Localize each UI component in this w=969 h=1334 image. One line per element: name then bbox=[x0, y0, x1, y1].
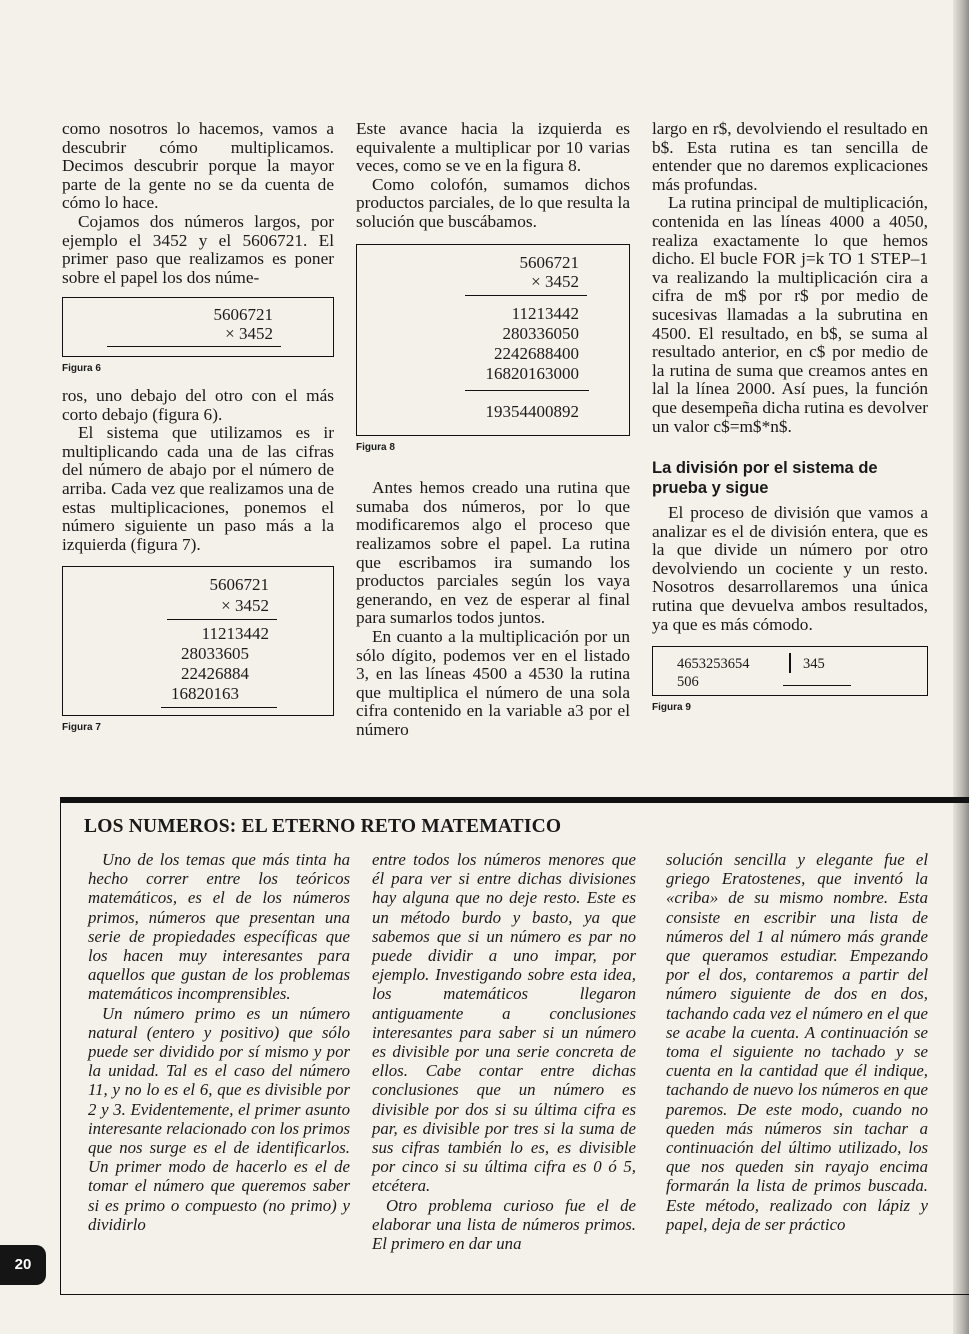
figure-8-multiplier: × 3452 bbox=[531, 271, 579, 291]
figure-9-divisor: 345 bbox=[803, 656, 825, 673]
paragraph: La rutina principal de multiplicación, contenida en las líneas 4000 a 4050, realiza exactamente lo que hemos dicho. El bucle FOR j=k TO 1 STEP–1 va realizando la multiplicación cira a cifra de m$ por r$ por medio de sucesivas llamadas a la subrutina en 4500. El resultado, en b$, se suma al resultado anterior, en c$ por medio de la rutina de suma que creamos antes en lal la línea 2000. Así pues, la función que desempeña dicha rutina es devolver un valor c$=m$*n$. bbox=[652, 193, 928, 436]
figure-8-partial-2: 280336050 bbox=[502, 323, 579, 343]
figure-6-box bbox=[62, 297, 334, 357]
figure-7-box bbox=[62, 566, 334, 716]
figure-7-line-bottom bbox=[161, 707, 277, 708]
figure-7-multiplier: × 3452 bbox=[221, 596, 269, 616]
figure-7-partial-1: 11213442 bbox=[201, 624, 269, 644]
figure-7-line bbox=[167, 619, 277, 620]
figure-8-box bbox=[356, 244, 630, 436]
article-column-1 bbox=[62, 120, 334, 746]
paragraph: En cuanto a la multiplicación por un sólo dígito, podemos ver en el listado 3, en las líneas 4500 a 4530 la rutina que multiplica el número de una sola cifra contenido en la variable a3 por el número bbox=[356, 626, 630, 739]
figure-9-dividend: 4653253654 bbox=[677, 656, 750, 673]
paragraph: Uno de los temas que más tinta ha hecho correr entre los teóricos matemáticos, es el de los números primos, números que presentan una serie de propiedades específicas que los hacen muy interesantes para aquellos que gustan de los problemas matemáticos incomprensibles. bbox=[88, 850, 350, 1004]
figure-9-box bbox=[652, 646, 928, 696]
paragraph: Antes hemos creado una rutina que sumaba dos números, por lo que modificaremos algo el proceso que realizamos sobre el papel. La rutina que escribamos ira sumando los productos parciales según los vaya generando, en vez de esperar al final para sumarlos todos juntos. bbox=[356, 478, 630, 628]
figure-9-line bbox=[783, 685, 851, 686]
figure-7-partial-2: 28033605 bbox=[181, 644, 249, 664]
figure-8-partial-1: 11213442 bbox=[511, 303, 579, 323]
figure-8-line-bottom bbox=[465, 390, 589, 391]
figure-7-partial-3: 22426884 bbox=[181, 664, 249, 684]
figure-9-divider-bar bbox=[789, 653, 791, 673]
section-heading: La división por el sistema de prueba y sigue bbox=[652, 459, 878, 498]
paragraph: Este avance hacia la izquierda es equivalente a multiplicar por 10 varias veces, como se ve en la figura 8. bbox=[356, 119, 630, 176]
paragraph: entre todos los números menores que él para ver si entre dichas divisiones hay alguna que no deje resto. Este es un método burdo y basto, ya que sabemos que si un número es par no puede dividir a uno impar, por ejemplo. Investigando sobre esta idea, los matemáticos llegaron antiguamente a conclusiones interesantes para saber si un número es divisible por una serie concreta de ellos. Cabe contar entre dichas conclusiones que un número es divisible por dos si su última cifra es par, es divisible por tres si la suma de sus cifras también lo es, es divisible por cinco si su última cifra es 0 ó 5, etcétera. bbox=[372, 850, 636, 1196]
figure-8-line bbox=[465, 295, 587, 296]
figure-7-label: Figura 7 bbox=[62, 722, 101, 734]
figure-6-multiplicand: 5606721 bbox=[213, 305, 273, 325]
figure-6-label: Figura 6 bbox=[62, 363, 101, 375]
paragraph: Otro problema curioso fue el de elaborar una lista de números primos. El primero en dar una bbox=[372, 1195, 636, 1254]
page-number-tab: 20 bbox=[0, 1245, 46, 1285]
box-title: LOS NUMEROS: EL ETERNO RETO MATEMATICO bbox=[84, 816, 562, 837]
paragraph: Cojamos dos números largos, por ejemplo el 3452 y el 5606721. El primer paso que realizamos es poner sobre el papel los dos núme- bbox=[62, 211, 334, 287]
figure-8-label: Figura 8 bbox=[356, 441, 395, 453]
figure-9-label: Figura 9 bbox=[652, 702, 691, 714]
figure-8-multiplicand: 5606721 bbox=[519, 252, 579, 272]
box-column-3 bbox=[666, 850, 928, 1234]
paragraph: largo en r$, devolviendo el resultado en b$. Esta rutina es tan sencilla de entender que no daremos explicaciones más profundas. bbox=[652, 119, 928, 194]
box-column-2 bbox=[372, 850, 636, 1253]
article-column-2 bbox=[356, 120, 630, 739]
paragraph: ros, uno debajo del otro con el más corto debajo (figura 6). bbox=[62, 385, 334, 424]
box-column-1 bbox=[88, 850, 350, 1234]
figure-7-multiplicand: 5606721 bbox=[209, 575, 269, 595]
paragraph: El proceso de división que vamos a analizar es el de división entera, que es la que divide un número por otro devolviendo un cociente y un resto. Nosotros desarrollaremos una única rutina que devuelva ambos resultados, ya que es más cómodo. bbox=[652, 503, 928, 634]
figure-8-partial-4: 16820163000 bbox=[485, 363, 579, 383]
paragraph: El sistema que utilizamos es ir multiplicando cada una de las cifras del número de abajo por el número de arriba. Cada vez que realizamos una de estas multiplicaciones, ponemos el número siguiente un paso más a la izquierda (figura 7). bbox=[62, 423, 334, 554]
figure-9-partial: 506 bbox=[677, 674, 699, 691]
paragraph: Como colofón, sumamos dichos productos parciales, de lo que resulta la solución que buscábamos. bbox=[356, 174, 630, 231]
paragraph: como nosotros lo hacemos, vamos a descubrir cómo multiplicamos. Decimos descubrir porque la mayor parte de la gente no se da cuenta de cómo lo hace. bbox=[62, 119, 334, 213]
figure-8-total: 19354400892 bbox=[485, 401, 579, 421]
paragraph: Un número primo es un número natural (entero y positivo) que sólo puede ser dividido por sí mismo y por la unidad. Tal es el caso del número 11, y no lo es el 6, que es divisible por 2 y 3. Evidentemente, el primer asunto interesante relacionado con los primos que nos surge es el de identificarlos. Un primer modo de hacerlo es el de tomar el número que queremos saber si es primo o compuesto (no primo) y dividirlo bbox=[88, 1003, 350, 1234]
article-column-3 bbox=[652, 120, 928, 726]
figure-6-line bbox=[107, 346, 281, 347]
figure-6-multiplier: × 3452 bbox=[225, 324, 273, 344]
figure-8-partial-3: 2242688400 bbox=[494, 343, 579, 363]
paragraph: solución sencilla y elegante fue el griego Eratostenes, que inventó la «criba» de su mismo nombre. Esta consiste en escribir una lista de números del 1 al número más grande que queramos estudiar. Empezando por el dos, contaremos a partir del número siguiente de dos en dos, tachando cada vez el número en el que se acabe la cuenta. A continuación se toma el siguiente no tachado y se cuenta en la cantidad que él indique, tachando de nuevo los números en que paremos. De este modo, cuando no queden más números sin tachar a continuación del último utilizado, los que nos queden sin rayajo encima formarán la lista de primos buscada. Este método, realizado con lápiz y papel, deja de ser práctico bbox=[666, 850, 928, 1234]
figure-7-partial-4: 16820163 bbox=[171, 684, 239, 704]
